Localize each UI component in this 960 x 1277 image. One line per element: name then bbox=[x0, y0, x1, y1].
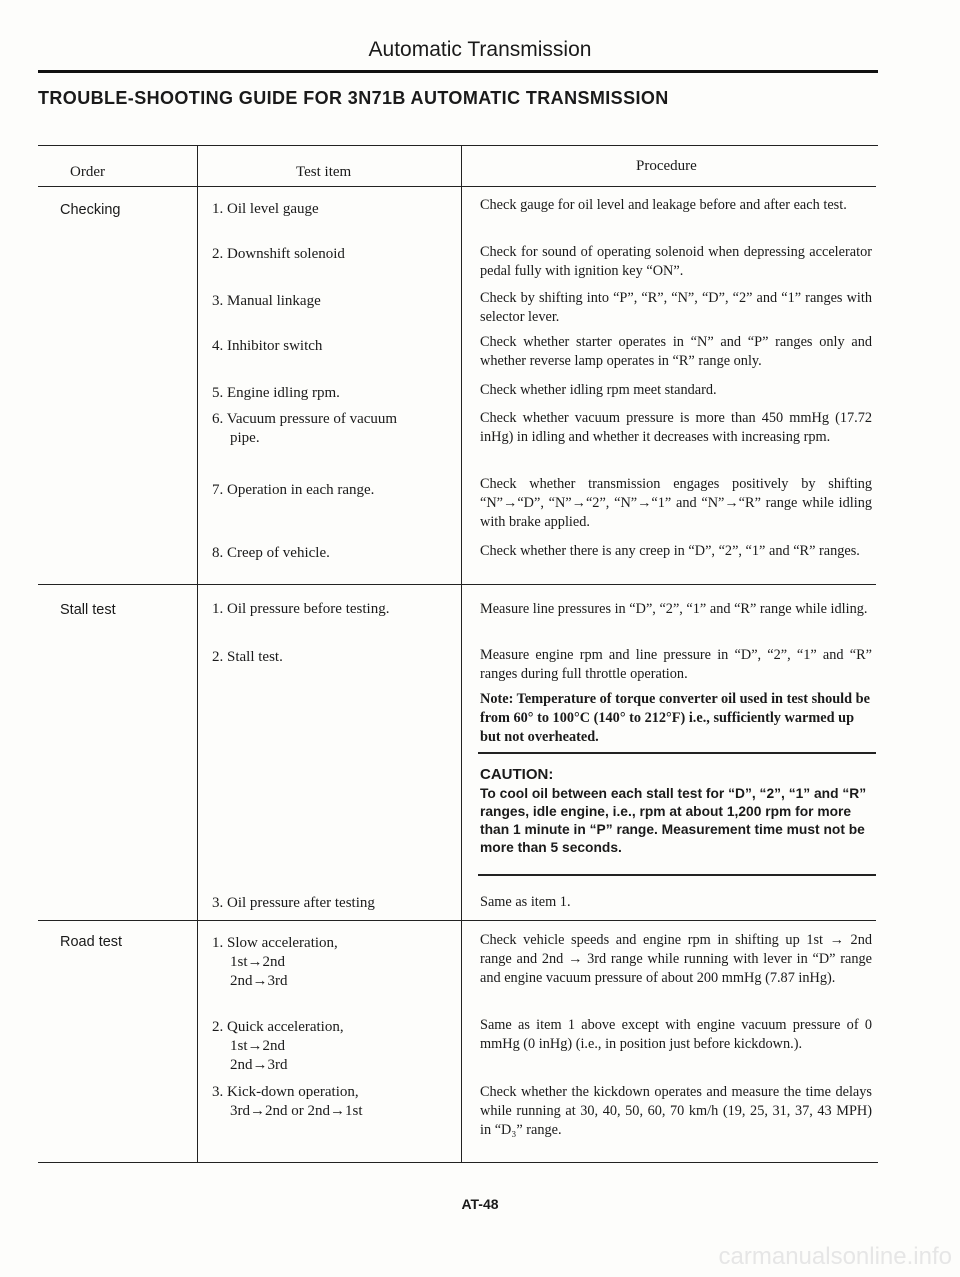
item-label: Slow acceleration, bbox=[227, 935, 338, 951]
test-item bbox=[212, 410, 452, 448]
test-item bbox=[212, 934, 452, 991]
item-label: Creep of vehicle. bbox=[227, 545, 330, 561]
item-number: 2. bbox=[212, 1019, 224, 1035]
item-label: 1st→2nd bbox=[230, 954, 286, 970]
test-item bbox=[212, 1018, 452, 1075]
caution-text: To cool oil between each stall test for “D”, “2”, “1” and “R” ranges, idle engine, i.e., rpm at about 1,200 rpm for more than 1 minute in “P” range. Measurement time must not be more than 5 seconds. bbox=[480, 786, 867, 855]
test-item bbox=[212, 337, 452, 356]
note-text: Temperature of torque converter oil used in test should be from 60° to 100°C (140° to 212°F) i.e., sufficiently warmed up but not overheated. bbox=[480, 691, 870, 745]
test-item bbox=[212, 384, 452, 403]
caution-block bbox=[480, 766, 875, 857]
caution-title: CAUTION: bbox=[480, 766, 554, 783]
item-number: 1. bbox=[212, 201, 224, 217]
page-number: AT-48 bbox=[461, 1196, 499, 1212]
item-label: Stall test. bbox=[227, 649, 283, 665]
test-item bbox=[212, 200, 452, 219]
column-header-order: Order bbox=[70, 164, 105, 180]
item-label: 3rd→2nd or 2nd→1st bbox=[230, 1103, 363, 1119]
item-number: 6. bbox=[212, 411, 224, 427]
item-label: Oil level gauge bbox=[227, 201, 319, 217]
procedure-text: Check whether starter operates in “N” and “P” ranges only and whether reverse lamp operates in “R” range only. bbox=[480, 334, 872, 369]
item-number: 2. bbox=[212, 649, 224, 665]
procedure-text: Check for sound of operating solenoid when depressing accelerator pedal fully with ignition key “ON”. bbox=[480, 244, 872, 279]
column-divider-2 bbox=[461, 145, 462, 1162]
test-item bbox=[212, 292, 452, 311]
table-top-rule bbox=[38, 145, 878, 146]
page-header: Automatic Transmission bbox=[368, 38, 592, 61]
order-checking: Checking bbox=[60, 202, 121, 218]
procedure-text: Check gauge for oil level and leakage before and after each test. bbox=[480, 197, 847, 213]
item-number: 7. bbox=[212, 482, 224, 498]
caution-bottom-rule bbox=[478, 874, 876, 876]
procedure-text: Measure line pressures in “D”, “2”, “1” and “R” range while idling. bbox=[480, 601, 868, 617]
column-header-test-item: Test item bbox=[296, 164, 352, 180]
table-header-rule bbox=[38, 186, 876, 187]
item-number: 3. bbox=[212, 1084, 224, 1100]
item-number: 1. bbox=[212, 601, 224, 617]
procedure-text: Measure engine rpm and line pressure in “D”, “2”, “1” and “R” ranges during full throttle operation. bbox=[480, 647, 872, 682]
procedure-text: Check whether vacuum pressure is more than 450 mmHg (17.72 inHg) in idling and whether it decreases with increasing rpm. bbox=[480, 410, 872, 445]
procedure-text: Check whether there is any creep in “D”, “2”, “1” and “R” ranges. bbox=[480, 543, 860, 559]
procedure-text: Check whether the kickdown operates and measure the time delays while running at 30, 40, 50, 60, 70 km/h (19, 25, 31, 37, 43 MPH) in “D₃” range. bbox=[480, 1084, 872, 1138]
order-road-test: Road test bbox=[60, 934, 123, 950]
procedure-text: Same as item 1 above except with engine vacuum pressure of 0 mmHg (0 inHg) (i.e., in position just before kickdown.). bbox=[480, 1017, 872, 1052]
item-number: 5. bbox=[212, 385, 224, 401]
item-number: 1. bbox=[212, 935, 224, 951]
header-rule bbox=[38, 70, 878, 73]
item-label: Manual linkage bbox=[227, 293, 321, 309]
note-label: Note: bbox=[480, 691, 514, 707]
item-number: 3. bbox=[212, 895, 224, 911]
item-label: 2nd→3rd bbox=[230, 1057, 288, 1073]
item-label: pipe. bbox=[230, 430, 260, 446]
item-label: Oil pressure after testing bbox=[227, 895, 375, 911]
procedure-text: Check by shifting into “P”, “R”, “N”, “D”, “2” and “1” ranges with selector lever. bbox=[480, 290, 872, 325]
item-label: Inhibitor switch bbox=[227, 338, 323, 354]
test-item bbox=[212, 600, 452, 619]
column-header-procedure: Procedure bbox=[636, 158, 697, 174]
caution-top-rule bbox=[478, 752, 876, 754]
guide-title: TROUBLE-SHOOTING GUIDE FOR 3N71B AUTOMATIC TRANSMISSION bbox=[38, 88, 669, 108]
item-label: 2nd→3rd bbox=[230, 973, 288, 989]
procedure-text: Same as item 1. bbox=[480, 894, 571, 910]
item-label: Kick-down operation, bbox=[227, 1084, 359, 1100]
item-number: 2. bbox=[212, 246, 224, 262]
test-item bbox=[212, 245, 452, 264]
table-bottom-rule bbox=[38, 1162, 878, 1163]
test-item bbox=[212, 544, 452, 563]
item-label: Vacuum pressure of vacuum bbox=[226, 411, 398, 427]
item-label: Downshift solenoid bbox=[227, 246, 345, 262]
section-divider-checking bbox=[38, 584, 876, 585]
item-label: Engine idling rpm. bbox=[227, 385, 340, 401]
order-stall-test: Stall test bbox=[60, 602, 116, 618]
note-block bbox=[480, 690, 872, 747]
procedure-text: Check whether idling rpm meet standard. bbox=[480, 382, 717, 398]
item-number: 4. bbox=[212, 338, 224, 354]
test-item bbox=[212, 1083, 452, 1121]
section-divider-stall bbox=[38, 920, 876, 921]
item-label: Oil pressure before testing. bbox=[227, 601, 390, 617]
test-item bbox=[212, 481, 452, 500]
watermark: carmanualsonline.info bbox=[718, 1243, 952, 1270]
test-item bbox=[212, 648, 452, 667]
item-number: 3. bbox=[212, 293, 224, 309]
test-item bbox=[212, 894, 452, 913]
item-label: Operation in each range. bbox=[227, 482, 375, 498]
procedure-text: Check vehicle speeds and engine rpm in shifting up 1st → 2nd range and 2nd → 3rd range while running with lever in “D” range and engine vacuum pressure of about 200 mmHg (7.87 inHg). bbox=[480, 932, 872, 986]
procedure-text: Check whether transmission engages positively by shifting “N”→“D”, “N”→“2”, “N”→“1” and “N”→“R” range while idling with brake applied. bbox=[480, 476, 872, 530]
column-divider-1 bbox=[197, 145, 198, 1162]
item-label: 1st→2nd bbox=[230, 1038, 286, 1054]
item-number: 8. bbox=[212, 545, 224, 561]
item-label: Quick acceleration, bbox=[227, 1019, 344, 1035]
